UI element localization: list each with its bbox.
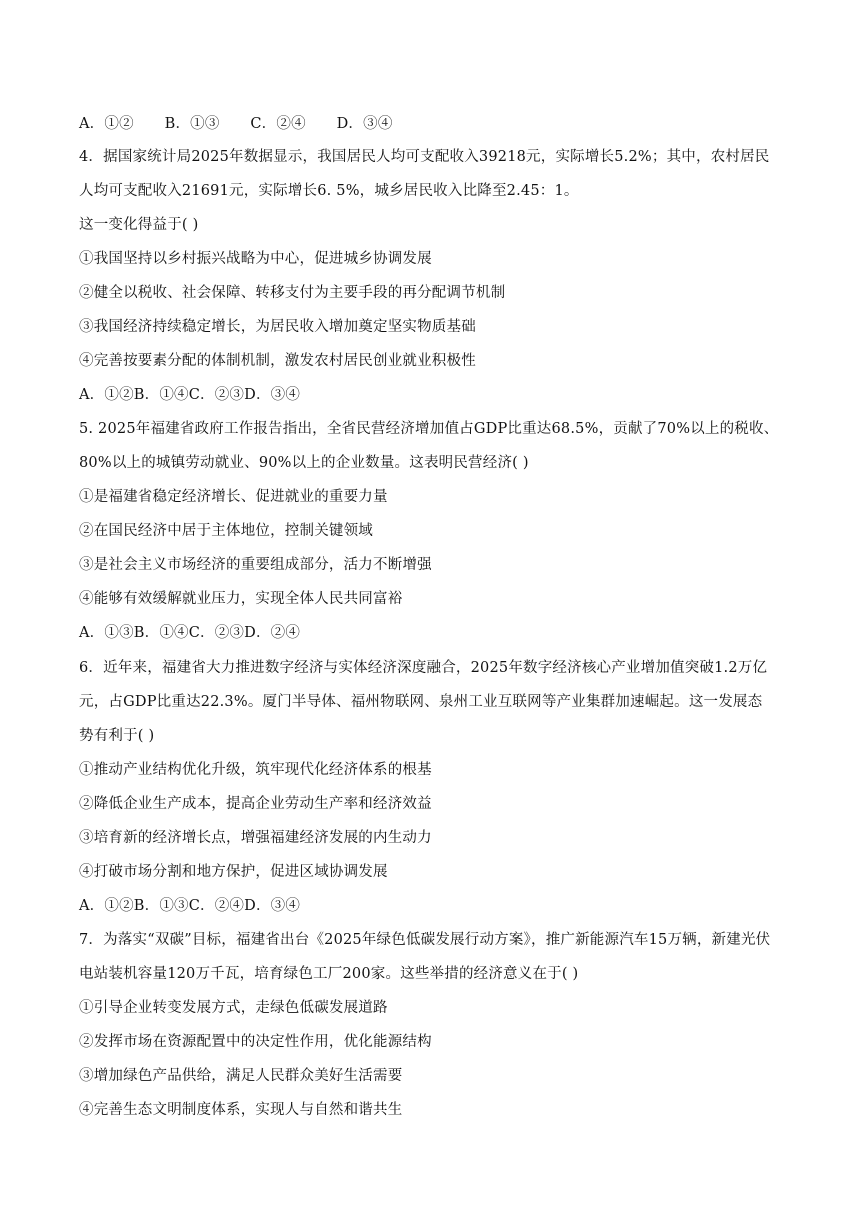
q3-option-d: D．③④ [336,116,393,132]
q4-stem-line-1: 4．据国家统计局2025年数据显示，我国居民人均可支配收入39218元，实际增长5.2%；其中，农村居民 [79,149,770,165]
q6-item-2: ②降低企业生产成本，提高企业劳动生产率和经济效益 [79,796,432,812]
q3-option-a: A．①② [79,116,134,132]
q7-stem-line-2: 电站装机容量120万千瓦，培育绿色工厂200家。这些举措的经济意义在于( ) [79,966,579,982]
q4-item-1: ①我国坚持以乡村振兴战略为中心，促进城乡协调发展 [79,251,432,267]
q5-item-2: ②在国民经济中居于主体地位，控制关键领域 [79,523,373,539]
q7-item-2: ②发挥市场在资源配置中的决定性作用，优化能源结构 [79,1034,432,1050]
q7-stem-line-1: 7．为落实“双碳”目标，福建省出台《2025年绿色低碳发展行动方案》，推广新能源汽车15万辆，新建光伏 [79,932,771,948]
q4-options: A．①②B．①④C．②③D．③④ [79,387,301,403]
q6-stem-line-2: 元，占GDP比重达22.3%。厦门半导体、福州物联网、泉州工业互联网等产业集群加速崛起。这一发展态 [79,694,763,710]
q6-item-1: ①推动产业结构优化升级，筑牢现代化经济体系的根基 [79,762,432,778]
q4-stem-line-3: 这一变化得益于( ) [79,217,199,233]
q5-item-4: ④能够有效缓解就业压力，实现全体人民共同富裕 [79,591,403,607]
q6-stem-line-1: 6．近年来，福建省大力推进数字经济与实体经济深度融合，2025年数字经济核心产业增加值突破1.2万亿 [79,660,768,676]
q4-item-4: ④完善按要素分配的体制机制，激发农村居民创业就业积极性 [79,353,476,369]
q5-item-1: ①是福建省稳定经济增长、促进就业的重要力量 [79,489,388,505]
q6-item-4: ④打破市场分割和地方保护，促进区域协调发展 [79,864,388,880]
q4-item-2: ②健全以税收、社会保障、转移支付为主要手段的再分配调节机制 [79,285,506,301]
q7-item-3: ③增加绿色产品供给，满足人民群众美好生活需要 [79,1068,403,1084]
q7-item-1: ①引导企业转变发展方式，走绿色低碳发展道路 [79,1000,388,1016]
q6-item-3: ③培育新的经济增长点，增强福建经济发展的内生动力 [79,830,432,846]
q4-item-3: ③我国经济持续稳定增长，为居民收入增加奠定坚实物质基础 [79,319,476,335]
q6-options: A．①②B．①③C．②④D．③④ [79,898,301,914]
q5-stem-line-2: 80%以上的城镇劳动就业、90%以上的企业数量。这表明民营经济( ) [79,455,529,471]
q3-option-c: C．②④ [250,116,306,132]
q5-stem-line-1: 5. 2025年福建省政府工作报告指出，全省民营经济增加值占GDP比重达68.5%，贡献了70%以上的税收、 [79,421,779,437]
q4-stem-line-2: 人均可支配收入21691元，实际增长6. 5%，城乡居民收入比降至2.45：1。 [79,183,579,199]
q3-options [79,114,794,134]
q5-item-3: ③是社会主义市场经济的重要组成部分，活力不断增强 [79,557,432,573]
q3-option-b: B．①③ [164,116,220,132]
q6-stem-line-3: 势有利于( ) [79,728,155,744]
q7-item-4: ④完善生态文明制度体系，实现人与自然和谐共生 [79,1102,403,1118]
q5-options: A．①③B．①④C．②③D．②④ [79,625,301,641]
